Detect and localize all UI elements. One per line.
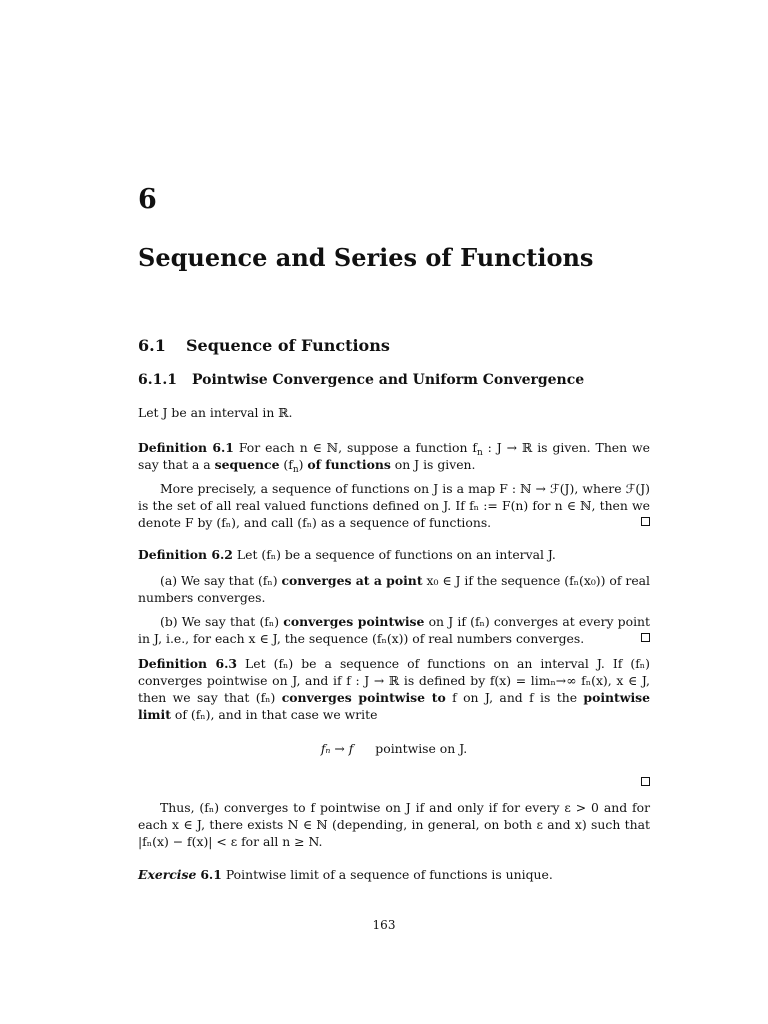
def63-text1: Let (fₙ) be a sequence of functions on an interval J. If (fₙ) converges pointwise on J, and if f : J → ℝ is defined by f(x) = limₙ→∞ fₙ(x), x ∈ J, then we say that (fₙ) — [138, 656, 650, 705]
def62-b-bold: converges pointwise — [283, 614, 425, 629]
def62-b-post: on J if (fₙ) converges at every point in J, i.e., for each x ∈ J, the sequence (fₙ(x)) of real numbers converges. — [138, 614, 650, 646]
def61-text-c: (f — [279, 457, 293, 472]
section-title: Sequence of Functions — [186, 336, 390, 355]
thus-paragraph: Thus, (fₙ) converges to f pointwise on J if and only if for every ε > 0 and for each x ∈ J, there exists N ∈ ℕ (depending, in general, on both ε and x) such that |fₙ(x) − f(x)| < ε for all n ≥ N. — [138, 800, 650, 849]
def63-bold1: converges pointwise to — [281, 690, 446, 705]
definition-label: Definition 6.1 — [138, 440, 234, 455]
def63-text2: f on J, and f is the — [445, 690, 584, 705]
def62-b-pre: (b) We say that (fₙ) — [160, 614, 284, 629]
definition-6-2 — [138, 546, 650, 563]
def61-text-b: : J → ℝ is given. Then we say that a a — [138, 440, 650, 472]
def63-text3: of (fₙ), and in that case we write — [170, 707, 378, 722]
exercise-text: Pointwise limit of a sequence of functions is unique. — [225, 867, 553, 882]
qed-square-icon — [641, 633, 650, 642]
definition-6-1: Definition 6.1 For each n ∈ ℕ, suppose a function $f_n$ : J → ℝ is given. Then we say that a a sequence $(f_n)$ of functions on J is given. — [138, 440, 650, 476]
def62-text: Let (fₙ) be a sequence of functions on an interval J. — [236, 547, 556, 562]
definition-6-3 — [138, 655, 650, 723]
qed-square-icon — [641, 517, 650, 526]
definition-6-2-item-a — [138, 572, 650, 606]
subsection-number: 6.1.1 — [138, 372, 177, 388]
chapter-title: Sequence and Series of Functions — [138, 243, 594, 272]
display-left: fₙ → f — [320, 741, 354, 756]
exercise-number: 6.1 — [200, 867, 222, 882]
subsection-heading — [138, 372, 584, 388]
def62-a-bold: converges at a point — [281, 573, 423, 588]
exercise-6-1 — [138, 866, 650, 883]
section-number: 6.1 — [138, 336, 166, 355]
qed-square-icon — [641, 777, 650, 786]
def63-bold2: pointwise limit — [138, 690, 651, 722]
chapter-number: 6 — [138, 184, 157, 215]
def61-para2-text: More precisely, a sequence of functions on J is a map F : ℕ → ℱ(J), where ℱ(J) is the set of all real valued functions defined on J. If fₙ := F(n) for n ∈ ℕ, then we denote F by (fₙ), and call (fₙ) as a sequence of functions. — [138, 481, 650, 530]
def62-a-pre: (a) We say that (fₙ) — [160, 573, 282, 588]
section-heading — [138, 336, 390, 355]
def61-text-e: on J is given. — [390, 457, 476, 472]
subsection-title: Pointwise Convergence and Uniform Convergence — [192, 372, 585, 388]
definition-6-2-item-b — [138, 613, 650, 647]
display-right: pointwise on J. — [375, 741, 468, 756]
def62-a-post: x₀ ∈ J if the sequence (fₙ(x₀)) of real numbers converges. — [138, 573, 651, 605]
definition-6-1-para2 — [138, 480, 650, 531]
def61-text-a: For each n ∈ ℕ, suppose a function f — [238, 440, 477, 455]
def61-bold-sequence: sequence — [214, 457, 280, 472]
page-number: 163 — [372, 918, 396, 932]
definition-label: Definition 6.2 — [138, 547, 233, 562]
exercise-label: Exercise — [138, 867, 197, 882]
intro-paragraph: Let J be an interval in ℝ. — [138, 405, 293, 420]
display-equation — [138, 741, 650, 756]
definition-label: Definition 6.3 — [138, 656, 238, 671]
def61-text-d: ) — [298, 457, 308, 472]
def61-bold-of-functions: of functions — [307, 457, 391, 472]
